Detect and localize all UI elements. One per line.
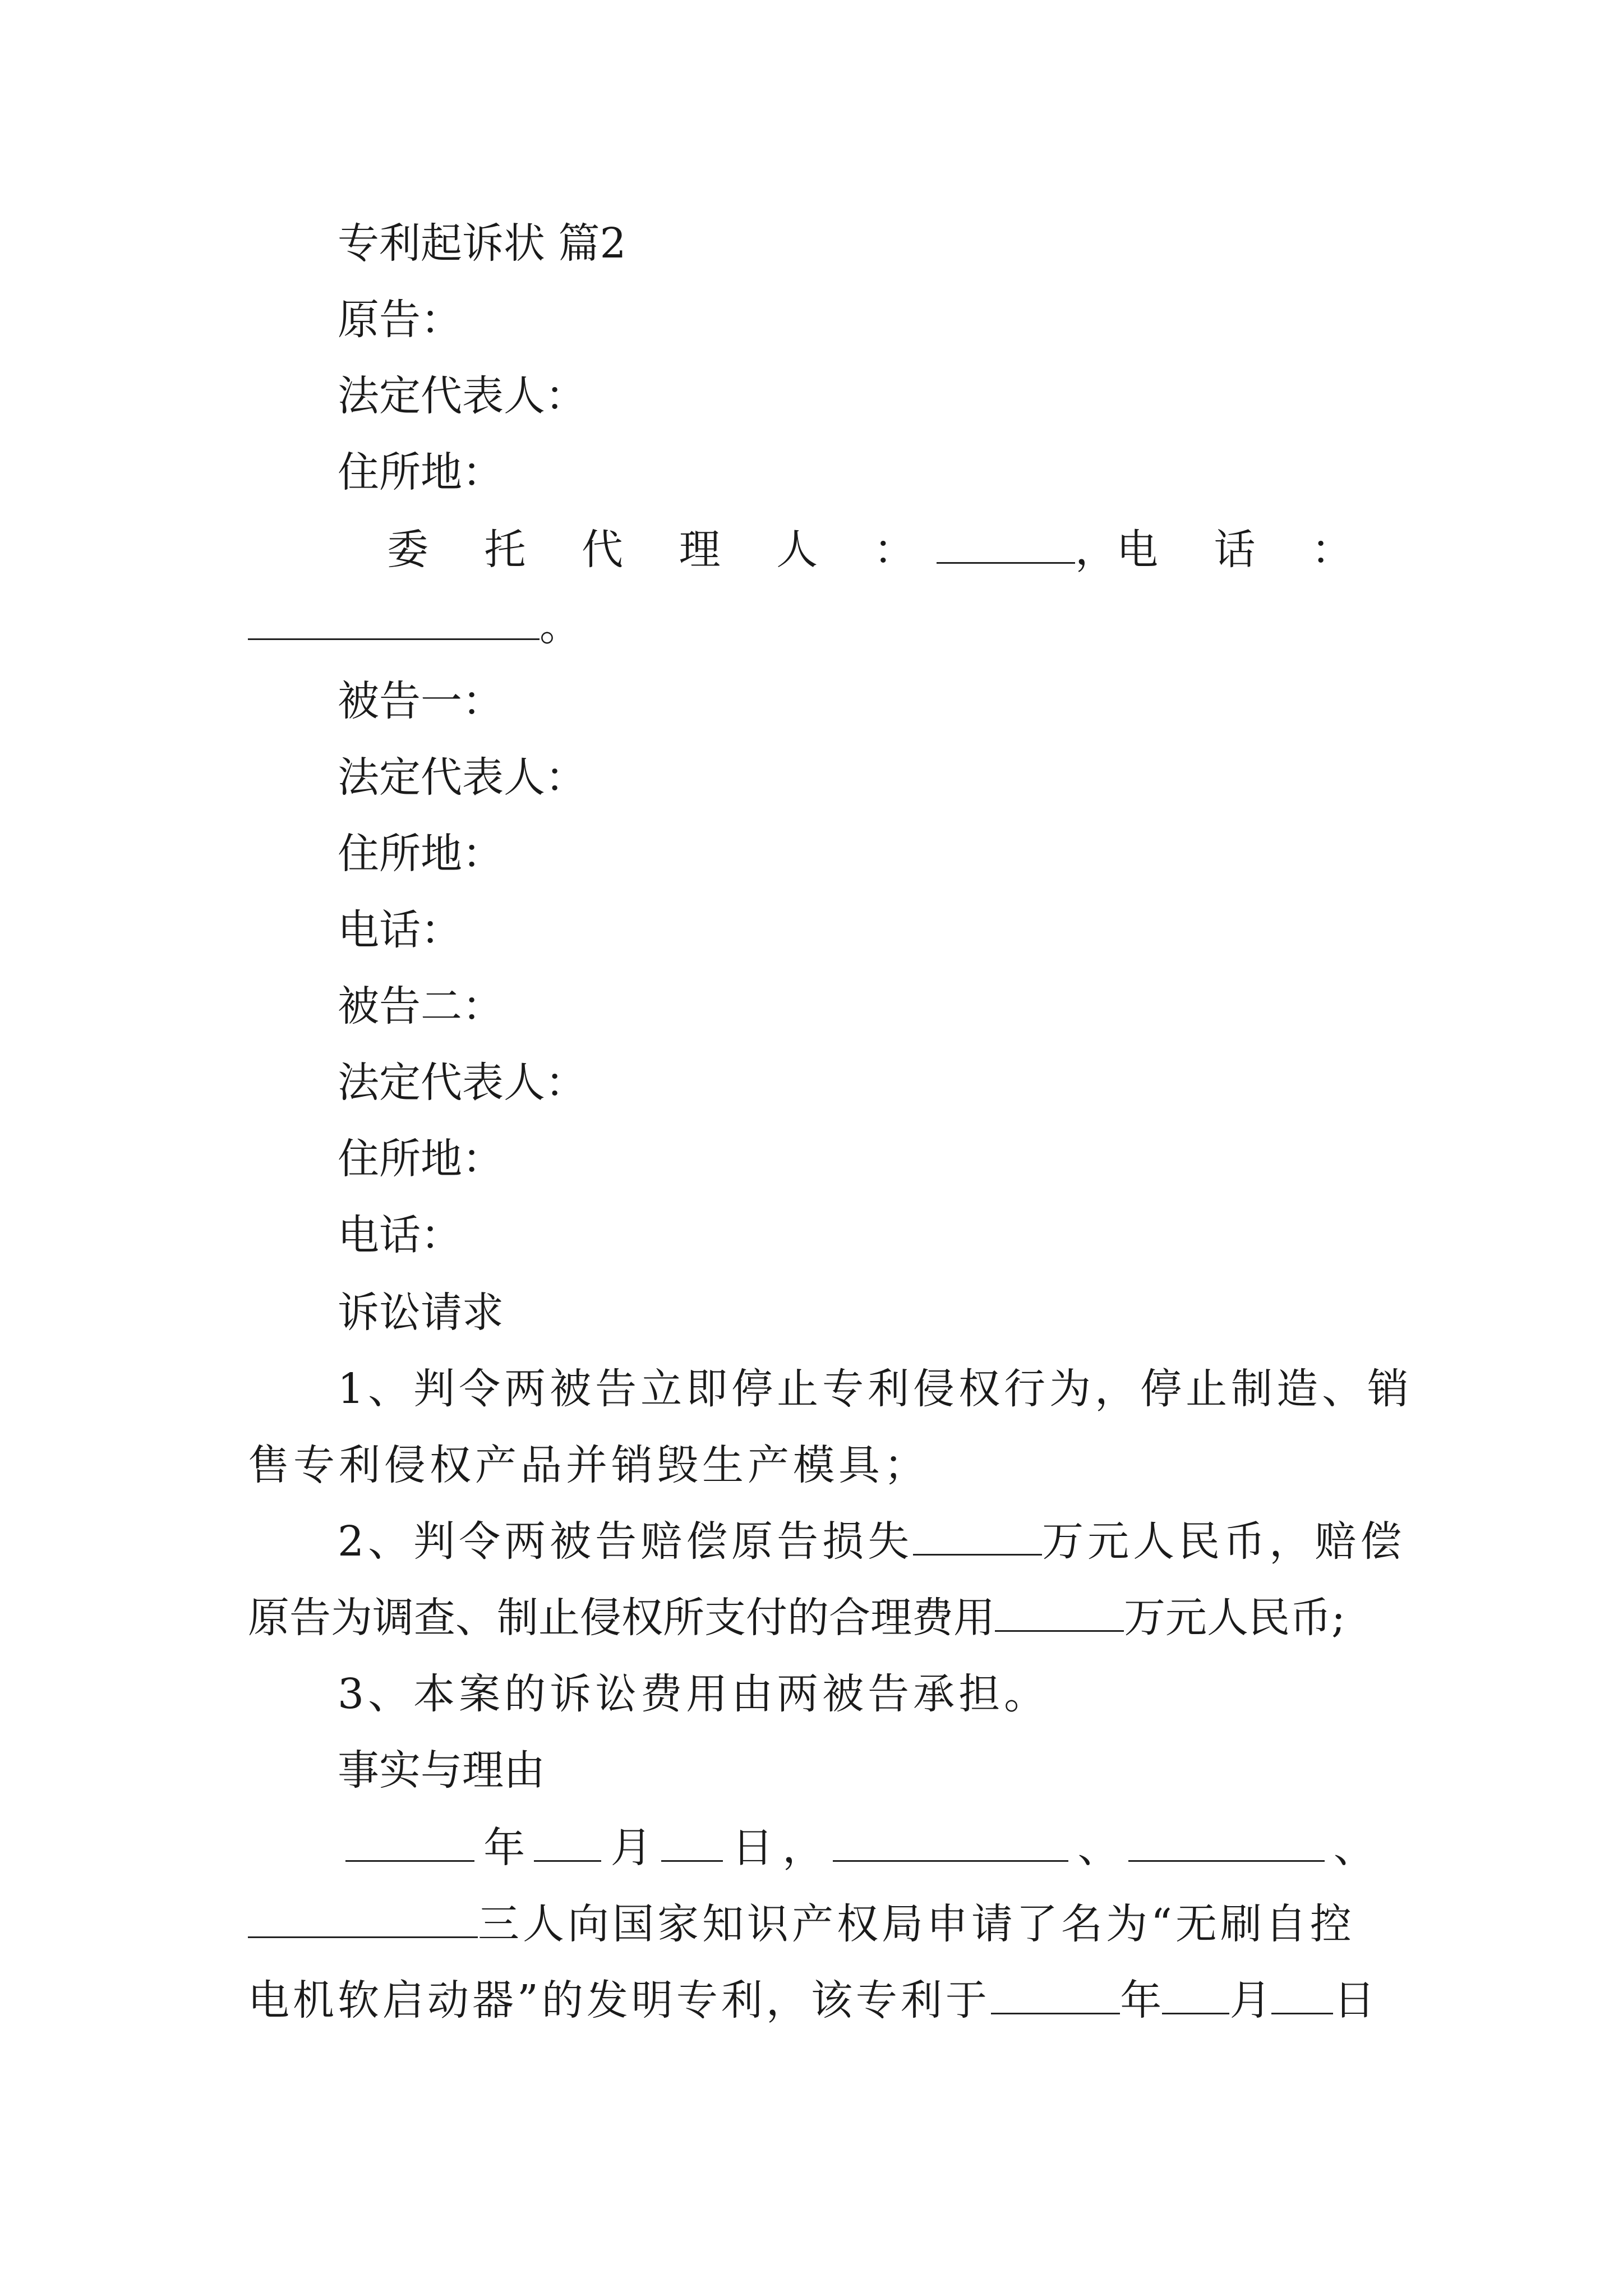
facts-line-3 [248,1972,1375,2028]
facts-line-1 [345,1820,1375,1876]
facts-line-2-text: 三人向国家知识产权局申请了名为“无刷自控 [478,1900,1355,1948]
facts-dun-2: 、 [1333,1824,1375,1872]
cost-amount-blank [995,1595,1124,1632]
grant-month-blank [1162,1978,1229,2014]
inventor-2-blank [1128,1825,1325,1862]
facts-year: 年 [483,1824,525,1872]
plaintiff-phone-line [248,598,581,654]
agent-label: 委 托 代 理 人 ： [387,526,937,574]
defendant2-label: 被告二： [338,982,504,1030]
grant-day: 日 [1333,1976,1375,2024]
defendant1-rep-label: 法定代表人： [338,753,587,802]
facts-month: 月 [610,1824,652,1872]
phone-blank [248,604,540,640]
defendant1-address-label: 住所地： [338,830,504,878]
grant-year: 年 [1120,1976,1162,2024]
plaintiff-label: 原告： [338,296,462,344]
defendant2-phone-label: 电话： [338,1211,462,1259]
facts-year-blank [345,1825,474,1862]
facts-heading: 事实与理由 [338,1746,545,1795]
plaintiff-agent-line [387,522,1374,578]
document-title: 专利起诉状 篇2 [338,219,626,268]
facts-comma: ， [782,1824,824,1872]
claim-2-line-2 [248,1590,1345,1646]
grant-month: 月 [1229,1976,1271,2024]
claim-2-text-b: 万元人民币，赔偿 [1042,1517,1406,1566]
facts-line-2 [248,1896,1355,1952]
loss-amount-blank [913,1519,1042,1556]
facts-line-3-text: 电机软启动器”的发明专利，该专利于 [248,1976,990,2024]
inventor-3-blank [248,1902,478,1938]
claim-1-line-1: 1、判令两被告立即停止专利侵权行为，停止制造、销 [338,1365,1413,1413]
defendant2-address-label: 住所地： [338,1135,504,1183]
phone-label: 电 话 ： [1116,526,1374,574]
claim-1-line-2: 售专利侵权产品并销毁生产模具； [248,1441,929,1489]
claim-3: 3、本案的诉讼费用由两被告承担。 [338,1670,1050,1718]
plaintiff-address-label: 住所地： [338,448,504,496]
defendant1-label: 被告一： [338,677,504,725]
claim-2-text-c: 原告为调查、制止侵权所支付的合理费用 [248,1594,995,1642]
claim-2-text-d: 万元人民币; [1124,1594,1345,1642]
agent-blank [937,527,1075,564]
grant-year-blank [991,1978,1120,2014]
grant-day-blank [1271,1978,1333,2014]
facts-day: 日 [731,1824,773,1872]
facts-day-blank [661,1825,723,1862]
facts-dun-1: 、 [1077,1824,1119,1872]
phone-end: 。 [540,602,581,650]
claim-2-line-1 [338,1513,1405,1570]
defendant2-rep-label: 法定代表人： [338,1059,587,1107]
inventor-1-blank [833,1825,1068,1862]
facts-month-blank [534,1825,601,1862]
agent-comma: ， [1075,526,1117,574]
claim-2-text-a: 2、判令两被告赔偿原告损失 [338,1517,914,1566]
defendant1-phone-label: 电话： [338,906,462,954]
claims-heading: 诉讼请求 [338,1289,504,1337]
plaintiff-rep-label: 法定代表人： [338,372,587,420]
